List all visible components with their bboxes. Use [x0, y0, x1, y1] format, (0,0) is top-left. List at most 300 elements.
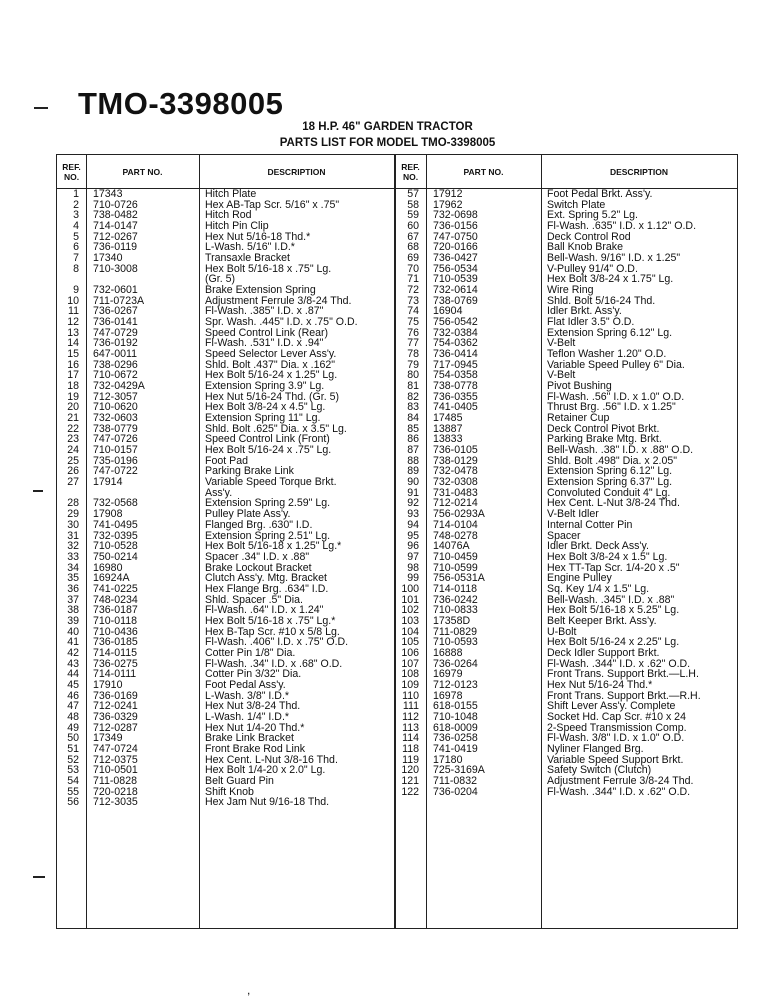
cell-part-no: 710-0436 [93, 625, 138, 638]
cell-part-no: 712-3057 [93, 390, 138, 403]
cell-part-no-2: 736-0204 [433, 785, 478, 798]
header-part-no: PART NO. [122, 166, 163, 177]
cell-ref-no: 10 [67, 294, 79, 307]
cell-ref-no-2: 94 [407, 518, 419, 531]
cell-ref-no-2: 114 [402, 732, 419, 745]
cell-description-2: Hex Cent. L-Nut 3/8-24 Thd. [547, 497, 680, 510]
cell-ref-no-2: 95 [407, 529, 419, 542]
cell-part-no-2: 736-0264 [433, 657, 478, 670]
cell-description: Hex Nut 1/4-20 Thd.* [205, 721, 305, 734]
cell-part-no-2: 754-0362 [433, 337, 478, 350]
table-row [57, 680, 737, 691]
cell-part-no: 736-0275 [93, 657, 138, 670]
cell-part-no: 712-3035 [93, 796, 138, 809]
cell-description: Fl-Wash. .64" I.D. x 1.24" [205, 604, 324, 617]
table-row [57, 360, 737, 371]
cell-part-no: 741-0225 [93, 582, 138, 595]
cell-part-no: 17914 [93, 476, 123, 489]
cell-part-no: 747-0724 [93, 742, 138, 755]
cell-ref-no: 20 [67, 401, 79, 414]
cell-ref-no-2: 98 [407, 561, 419, 574]
cell-ref-no: 52 [67, 753, 79, 766]
cell-ref-no-2: 58 [407, 198, 419, 211]
cell-description-2: Shld. Bolt .498" Dia. x 2.05" [547, 454, 678, 467]
cell-description-2: Flat Idler 3.5" O.D. [547, 316, 635, 329]
cell-description: Speed Control Link (Front) [205, 433, 330, 446]
cell-description: Shld. Bolt .625" Dia. x 3.5" Lg. [205, 422, 347, 435]
cell-ref-no-2: 57 [407, 188, 419, 200]
cell-ref-no: 45 [67, 678, 79, 691]
cell-description-2: Pivot Bushing [547, 380, 612, 393]
cell-part-no-2: 754-0358 [433, 369, 478, 382]
cell-part-no: 16980 [93, 561, 123, 574]
table-row [57, 616, 737, 627]
cell-part-no-2: 725-3169A [433, 764, 485, 777]
cell-ref-no: 5 [73, 230, 79, 243]
cell-description: Shld. Bolt .437" Dia. x .162" [205, 358, 336, 371]
cell-ref-no-2: 120 [401, 764, 419, 777]
cell-ref-no-2: 102 [401, 604, 419, 617]
cell-part-no: 710-0726 [93, 198, 138, 211]
cell-description-2: Deck Control Pivot Brkt. [547, 422, 660, 435]
cell-part-no: 17349 [93, 732, 123, 745]
cell-description-2: 2-Speed Transmission Comp. [547, 721, 687, 734]
margin-mark [33, 876, 45, 878]
cell-description: Shld. Spacer .5" Dia. [205, 593, 303, 606]
table-row [57, 402, 737, 413]
cell-part-no-2: 736-0427 [433, 252, 478, 265]
cell-part-no: 736-0267 [93, 305, 138, 318]
cell-description-2: Nyliner Flanged Brg. [547, 742, 644, 755]
cell-part-no: 741-0495 [93, 518, 138, 531]
cell-description-2: Variable Speed Support Brkt. [547, 753, 684, 766]
cell-description: Ass'y. [205, 486, 233, 499]
cell-ref-no: 55 [67, 785, 79, 798]
cell-description-2: Sq. Key 1/4 x 1.5" Lg. [547, 582, 650, 595]
cell-description: Hex Bolt 5/16-18 x .75" Lg.* [205, 614, 336, 627]
cell-description-2: Deck Control Rod [547, 230, 631, 243]
cell-part-no-2: 732-0384 [433, 326, 478, 339]
cell-part-no-2: 736-0258 [433, 732, 478, 745]
cell-description-2: Extension Spring 6.12" Lg. [547, 326, 673, 339]
header-description: DESCRIPTION [267, 166, 326, 177]
cell-part-no: 747-0729 [93, 326, 138, 339]
cell-part-no-2: 747-0750 [433, 230, 478, 243]
cell-part-no-2: 736-0156 [433, 220, 478, 233]
cell-ref-no: 14 [67, 337, 79, 350]
cell-description: Spacer .34" I.D. x .88" [205, 550, 310, 563]
cell-part-no: 714-0147 [93, 220, 138, 233]
cell-description-2: Hex Bolt 5/16-24 x 2.25" Lg. [547, 636, 680, 649]
table-row [57, 498, 737, 509]
cell-description-2: Parking Brake Mtg. Brkt. [547, 433, 662, 446]
cell-description: (Gr. 5) [205, 273, 236, 286]
cell-description-2: V-Pulley 91/4" O.D. [547, 262, 638, 275]
cell-description-2: Thrust Brg. .56" I.D. x 1.25" [547, 401, 676, 414]
cell-ref-no-2: 86 [407, 433, 419, 446]
cell-part-no: 712-0267 [93, 230, 138, 243]
cell-ref-no: 50 [67, 732, 79, 745]
margin-mark-top [34, 107, 48, 109]
cell-part-no: 710-0620 [93, 401, 138, 414]
table-row [57, 648, 737, 659]
cell-part-no: 732-0568 [93, 497, 138, 510]
cell-ref-no-2: 87 [407, 444, 419, 457]
cell-ref-no-2: 103 [401, 614, 419, 627]
cell-part-no-2: 13887 [433, 422, 463, 435]
cell-description-2: Belt Keeper Brkt. Ass'y. [547, 614, 657, 627]
cell-part-no-2: 756-0531A [433, 572, 485, 585]
cell-part-no-2: 736-0242 [433, 593, 478, 606]
cell-description: Speed Control Link (Rear) [205, 326, 329, 339]
parts-table [56, 154, 738, 929]
table-row [57, 296, 737, 307]
cell-description: Hex B-Tap Scr. #10 x 5/8 Lg. [205, 625, 340, 638]
cell-description: Parking Brake Link [205, 465, 294, 478]
cell-ref-no: 35 [67, 572, 79, 585]
cell-ref-no-2: 68 [407, 241, 419, 254]
cell-ref-no: 36 [67, 582, 79, 595]
cell-part-no-2: 16904 [433, 305, 463, 318]
cell-part-no: 736-0119 [93, 241, 137, 254]
cell-part-no-2: 736-0105 [433, 444, 478, 457]
cell-ref-no-2: 70 [407, 262, 419, 275]
cell-description: Hex Bolt 5/16-24 x 1.25" Lg. [205, 369, 338, 382]
cell-description-2: Wire Ring [547, 284, 594, 297]
cell-part-no: 710-0528 [93, 540, 138, 553]
table-row [57, 370, 737, 381]
cell-description: Hex Bolt 5/16-18 x .75" Lg. [205, 262, 332, 275]
cell-part-no: 747-0726 [93, 433, 138, 446]
cell-description-2: Hex Bolt 3/8-24 x 1.5" Lg. [547, 550, 668, 563]
table-body [57, 189, 737, 808]
cell-part-no-2: 714-0118 [433, 582, 477, 595]
cell-ref-no-2: 79 [407, 358, 419, 371]
cell-description: Foot Pad [205, 454, 248, 467]
cell-part-no: 748-0234 [93, 593, 138, 606]
cell-ref-no: 53 [67, 764, 79, 777]
cell-description-2: Engine Pulley [547, 572, 612, 585]
cell-part-no: 711-0828 [93, 774, 137, 787]
cell-description: Fl-Wash. .385" I.D. x .87" [205, 305, 324, 318]
page-title: TMO-3398005 [78, 86, 284, 121]
cell-description-2: V-Belt [547, 369, 576, 382]
cell-description: Hex Bolt 5/16-24 x .75" Lg. [205, 444, 332, 457]
cell-ref-no-2: 107 [401, 657, 419, 670]
cell-description-2: Ext. Spring 5.2" Lg. [547, 209, 638, 222]
cell-ref-no-2: 83 [407, 401, 419, 414]
cell-part-no-2: 736-0414 [433, 348, 478, 361]
cell-part-no-2: 714-0104 [433, 518, 478, 531]
cell-ref-no: 15 [67, 348, 79, 361]
cell-part-no: 647-0011 [93, 348, 137, 361]
cell-ref-no: 40 [67, 625, 79, 638]
cell-part-no-2: 748-0278 [433, 529, 478, 542]
cell-description: L-Wash. 1/4" I.D.* [205, 710, 290, 723]
cell-description: Pulley Plate Ass'y. [205, 508, 291, 521]
cell-part-no: 17343 [93, 188, 123, 200]
cell-description: Front Brake Rod Link [205, 742, 306, 755]
cell-description: Variable Speed Torque Brkt. [205, 476, 337, 489]
cell-ref-no-2: 92 [407, 497, 419, 510]
cell-part-no: 710-0157 [93, 444, 138, 457]
cell-ref-no: 13 [67, 326, 79, 339]
cell-part-no: 712-0287 [93, 721, 138, 734]
cell-description-2: Idler Brkt. Deck Ass'y. [547, 540, 649, 553]
cell-description-2: Bell-Wash. 9/16" I.D. x 1.25" [547, 252, 681, 265]
cell-ref-no-2: 90 [407, 476, 419, 489]
cell-part-no-2: 711-0832 [433, 774, 477, 787]
cell-ref-no-2: 60 [407, 220, 419, 233]
cell-part-no: 732-0429A [93, 380, 145, 393]
cell-part-no-2: 756-0293A [433, 508, 485, 521]
cell-ref-no-2: 113 [402, 721, 419, 734]
cell-description-2: Idler Brkt. Ass'y. [547, 305, 622, 318]
cell-ref-no-2: 104 [401, 625, 419, 638]
table-row [57, 328, 737, 339]
cell-ref-no-2: 88 [407, 454, 419, 467]
cell-ref-no-2: 59 [407, 209, 419, 222]
cell-ref-no: 34 [67, 561, 79, 574]
cell-ref-no-2: 93 [407, 508, 419, 521]
cell-ref-no-2: 82 [407, 390, 419, 403]
cell-ref-no: 43 [67, 657, 79, 670]
table-row [57, 797, 737, 808]
cell-ref-no: 1 [73, 188, 79, 200]
cell-ref-no: 18 [67, 380, 79, 393]
cell-description: Clutch Ass'y. Mtg. Bracket [205, 572, 327, 585]
cell-description-2: Shld. Bolt 5/16-24 Thd. [547, 294, 656, 307]
cell-ref-no-2: 84 [407, 412, 419, 425]
cell-part-no: 735-0196 [93, 454, 138, 467]
cell-ref-no: 33 [67, 550, 79, 563]
cell-part-no-2: 17358D [433, 614, 471, 627]
cell-part-no-2: 710-0459 [433, 550, 478, 563]
cell-ref-no-2: 110 [402, 689, 419, 702]
cell-ref-no: 54 [67, 774, 79, 787]
cell-description-2: Bell-Wash. .345" I.D. x .88" [547, 593, 675, 606]
cell-ref-no-2: 89 [407, 465, 419, 478]
cell-description-2: Fl-Wash. 3/8" I.D. x 1.0" O.D. [547, 732, 685, 745]
cell-ref-no-2: 105 [401, 636, 419, 649]
cell-part-no: 736-0141 [93, 316, 138, 329]
header-part-no-2: PART NO. [463, 166, 504, 177]
cell-part-no-2: 738-0129 [433, 454, 478, 467]
cell-description-2: Switch Plate [547, 198, 606, 211]
cell-description: Fl-Wash. .531" I.D. x .94" [205, 337, 324, 350]
cell-part-no-2: 756-0534 [433, 262, 478, 275]
cell-description-2: Spacer [547, 529, 581, 542]
cell-ref-no-2: 106 [401, 646, 419, 659]
cell-ref-no-2: 73 [407, 294, 419, 307]
cell-description: L-Wash. 3/8" I.D.* [205, 689, 290, 702]
cell-ref-no-2: 85 [407, 422, 419, 435]
cell-description: Speed Selector Lever Ass'y. [205, 348, 337, 361]
cell-description: Transaxle Bracket [205, 252, 290, 265]
cell-description: Hex Bolt 5/16-18 x 1.25" Lg.* [205, 540, 342, 553]
cell-description: Hex Bolt 3/8-24 x 4.5" Lg. [205, 401, 326, 414]
cell-description: Hex AB-Tap Scr. 5/16" x .75" [205, 198, 340, 211]
cell-ref-no-2: 75 [407, 316, 419, 329]
cell-part-no: 712-0241 [93, 700, 138, 713]
cell-ref-no: 32 [67, 540, 79, 553]
cell-description: Flanged Brg. .630" I.D. [205, 518, 313, 531]
cell-ref-no: 11 [68, 305, 79, 318]
cell-part-no-2: 732-0698 [433, 209, 478, 222]
cell-ref-no: 21 [67, 412, 79, 425]
cell-description: Extension Spring 2.51" Lg. [205, 529, 331, 542]
cell-description-2: Fl-Wash. .635" I.D. x 1.12" O.D. [547, 220, 697, 233]
cell-ref-no: 37 [67, 593, 79, 606]
cell-description-2: Fl-Wash. .344" I.D. x .62" O.D. [547, 657, 691, 670]
table-row [57, 274, 737, 285]
cell-description-2: U-Bolt [547, 625, 577, 638]
cell-part-no: 710-0672 [93, 369, 138, 382]
cell-part-no-2: 618-0009 [433, 721, 478, 734]
cell-ref-no-2: 100 [401, 582, 419, 595]
cell-part-no-2: 736-0355 [433, 390, 478, 403]
cell-part-no: 710-3008 [93, 262, 138, 275]
cell-part-no-2: 720-0166 [433, 241, 478, 254]
cell-ref-no: 46 [67, 689, 79, 702]
cell-description: Hitch Plate [205, 188, 257, 200]
cell-ref-no-2: 69 [407, 252, 419, 265]
cell-ref-no: 16 [67, 358, 79, 371]
cell-ref-no-2: 112 [402, 710, 419, 723]
cell-ref-no-2: 91 [407, 486, 419, 499]
cell-part-no-2: 712-0214 [433, 497, 478, 510]
cell-description: Hex Nut 3/8-24 Thd. [205, 700, 301, 713]
cell-description-2: Front Trans. Support Brkt.—R.H. [547, 689, 701, 702]
cell-part-no: 712-0375 [93, 753, 138, 766]
cell-part-no-2: 738-0769 [433, 294, 478, 307]
cell-ref-no: 19 [67, 390, 79, 403]
cell-ref-no-2: 121 [401, 774, 419, 787]
cell-description: Cotter Pin 1/8" Dia. [205, 646, 296, 659]
cell-part-no-2: 16888 [433, 646, 463, 659]
cell-part-no: 732-0395 [93, 529, 138, 542]
cell-part-no-2: 710-1048 [433, 710, 478, 723]
cell-description-2: Shift Lever Ass'y. Complete [547, 700, 676, 713]
cell-ref-no: 24 [67, 444, 79, 457]
cell-description-2: Front Trans. Support Brkt.—L.H. [547, 668, 699, 681]
cell-description: Brake Lockout Bracket [205, 561, 312, 574]
cell-description: Hitch Rod [205, 209, 252, 222]
cell-part-no: 732-0603 [93, 412, 138, 425]
cell-part-no: 720-0218 [93, 785, 138, 798]
cell-part-no-2: 732-0614 [433, 284, 478, 297]
cell-part-no-2: 618-0155 [433, 700, 478, 713]
cell-ref-no: 31 [67, 529, 79, 542]
cell-description: Adjustment Ferrule 3/8-24 Thd. [205, 294, 352, 307]
cell-ref-no-2: 119 [402, 753, 419, 766]
cell-description: L-Wash. 5/16" I.D.* [205, 241, 295, 254]
cell-ref-no: 42 [67, 646, 79, 659]
cell-part-no-2: 17180 [433, 753, 463, 766]
cell-part-no: 714-0111 [93, 668, 137, 681]
cell-description-2: V-Belt Idler [547, 508, 599, 521]
cell-ref-no: 23 [67, 433, 79, 446]
cell-description-2: Deck Idler Support Brkt. [547, 646, 660, 659]
cell-description-2: V-Belt [547, 337, 576, 350]
cell-ref-no: 7 [73, 252, 79, 265]
cell-ref-no-2: 80 [407, 369, 419, 382]
cell-description-2: Bell-Wash. .38" I.D. x .88" O.D. [547, 444, 694, 457]
cell-ref-no: 12 [67, 316, 79, 329]
cell-ref-no-2: 67 [407, 230, 419, 243]
cell-part-no-2: 16978 [433, 689, 463, 702]
cell-part-no: 711-0723A [93, 294, 145, 307]
cell-ref-no: 27 [67, 476, 79, 489]
cell-description-2: Convoluted Conduit 4" Lg. [547, 486, 671, 499]
cell-ref-no-2: 97 [407, 550, 419, 563]
cell-ref-no-2: 122 [401, 785, 419, 798]
cell-ref-no: 29 [67, 508, 79, 521]
cell-part-no: 736-0329 [93, 710, 138, 723]
cell-ref-no-2: 99 [407, 572, 419, 585]
cell-ref-no: 49 [67, 721, 79, 734]
cell-description-2: Variable Speed Pulley 6" Dia. [547, 358, 685, 371]
cell-ref-no-2: 108 [401, 668, 419, 681]
cell-ref-no-2: 96 [407, 540, 419, 553]
cell-description: Brake Link Bracket [205, 732, 294, 745]
table-header [57, 155, 737, 189]
cell-part-no-2: 14076A [433, 540, 470, 553]
cell-part-no-2: 17485 [433, 412, 463, 425]
cell-part-no-2: 13833 [433, 433, 463, 446]
cell-description: Foot Pedal Ass'y. [205, 678, 286, 691]
table-row [57, 712, 737, 723]
cell-part-no-2: 710-0833 [433, 604, 478, 617]
cell-ref-no: 6 [73, 241, 79, 254]
table-row [57, 563, 737, 574]
cell-ref-no-2: 76 [407, 326, 419, 339]
cell-ref-no: 41 [67, 636, 79, 649]
cell-ref-no-2: 109 [401, 678, 419, 691]
cell-part-no: 17340 [93, 252, 123, 265]
cell-part-no: 710-0501 [93, 764, 138, 777]
cell-ref-no: 51 [67, 742, 79, 755]
cell-ref-no: 39 [67, 614, 79, 627]
header-ref-no: REF. NO. [62, 161, 81, 182]
cell-ref-no: 9 [73, 284, 79, 297]
cell-ref-no: 47 [67, 700, 79, 713]
cell-ref-no: 56 [67, 796, 79, 809]
cell-part-no: 736-0169 [93, 689, 138, 702]
cell-description: Cotter Pin 3/32" Dia. [205, 668, 302, 681]
cell-part-no-2: 717-0945 [433, 358, 478, 371]
cell-ref-no-2: 101 [401, 593, 419, 606]
table-row [57, 744, 737, 755]
cell-ref-no-2: 111 [402, 700, 419, 713]
subtitle-tractor: 18 H.P. 46" GARDEN TRACTOR [302, 121, 473, 133]
cell-description: Extension Spring 11" Lg. [205, 412, 321, 425]
cell-part-no-2: 732-0478 [433, 465, 478, 478]
cell-description-2: Ball Knob Brake [547, 241, 623, 254]
cell-ref-no: 17 [67, 369, 79, 382]
cell-ref-no: 26 [67, 465, 79, 478]
cell-part-no-2: 16979 [433, 668, 463, 681]
cell-part-no: 16924A [93, 572, 130, 585]
cell-part-no-2: 741-0405 [433, 401, 478, 414]
table-row [57, 520, 737, 531]
cell-part-no-2: 710-0539 [433, 273, 478, 286]
cell-ref-no: 48 [67, 710, 79, 723]
cell-description-2: Internal Cotter Pin [547, 518, 633, 531]
cell-part-no: 750-0214 [93, 550, 138, 563]
cell-description: Brake Extension Spring [205, 284, 316, 297]
cell-description-2: Hex Bolt 5/16-18 x 5.25" Lg. [547, 604, 680, 617]
